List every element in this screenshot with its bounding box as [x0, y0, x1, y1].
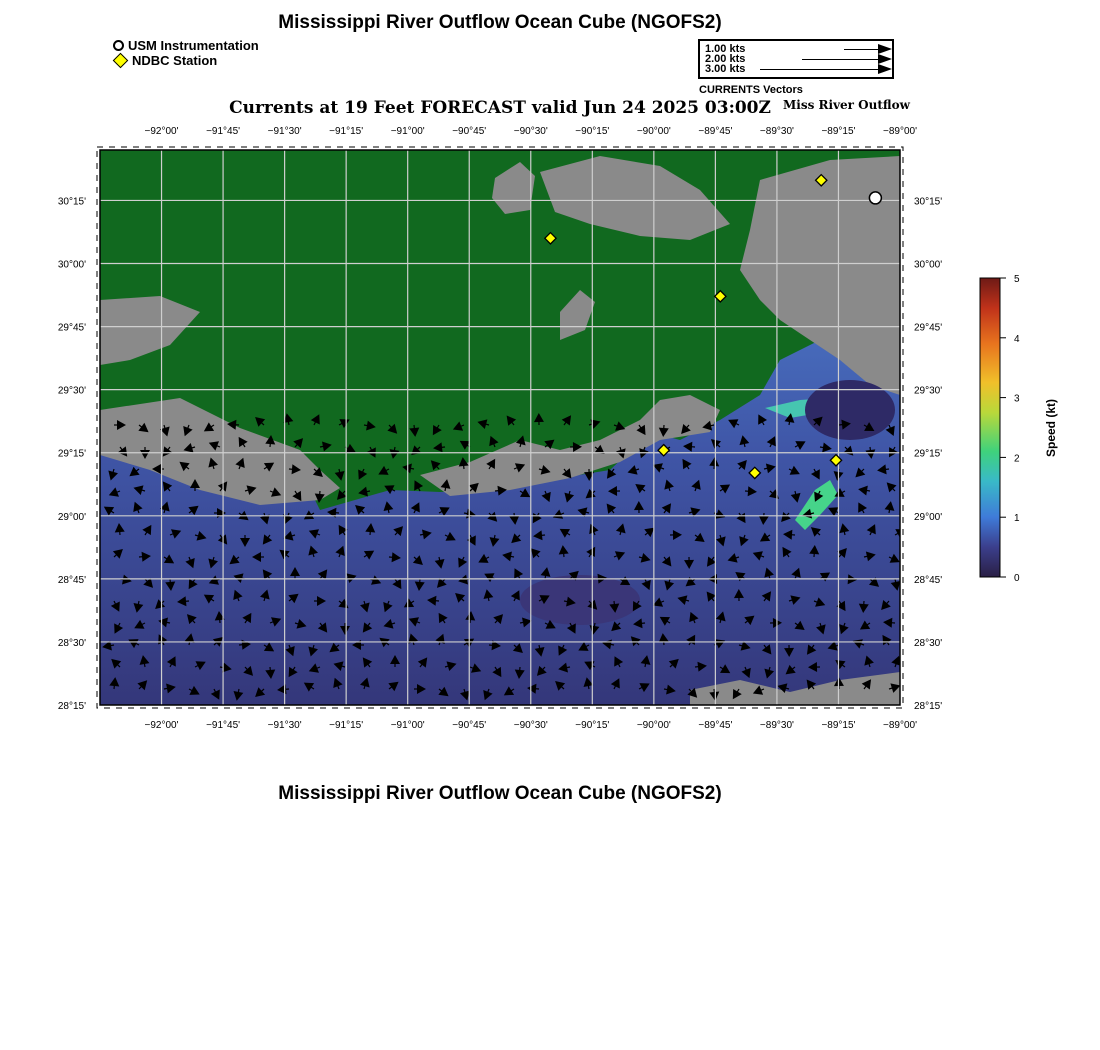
- lat-tick-label: 29°30': [914, 385, 943, 397]
- current-arrow-shaft: [614, 601, 615, 607]
- lat-tick-label: 30°15': [914, 196, 943, 208]
- current-arrow-shaft: [289, 469, 295, 470]
- map-subtitle: Currents at 19 Feet FORECAST valid Jun 24 2025 03:00Z: [229, 98, 771, 118]
- current-arrow-shaft: [519, 667, 520, 673]
- lon-tick-label: −89°45': [698, 720, 733, 731]
- lon-labels-bottom: [145, 720, 918, 731]
- current-arrow-shaft: [419, 579, 420, 585]
- map-subtitle-right: Miss River Outflow: [783, 98, 910, 112]
- current-arrow-shaft: [283, 689, 289, 690]
- current-arrow-shaft: [714, 689, 715, 695]
- current-arrow-shaft: [270, 441, 271, 447]
- colorbar-label: Speed (kt): [1044, 398, 1058, 458]
- lat-tick-label: 28°45': [914, 574, 943, 586]
- current-arrow-shaft: [433, 600, 439, 601]
- lat-tick-label: 28°45': [57, 574, 86, 586]
- usm-station-marker: [869, 192, 881, 204]
- lat-tick-label: 28°15': [57, 701, 86, 712]
- lat-tick-label: 29°15': [57, 448, 86, 460]
- colorbar-tick-label: 4: [1014, 333, 1020, 345]
- current-arrow-shaft: [139, 556, 145, 557]
- current-arrow-shaft: [563, 551, 564, 557]
- lon-labels-top: [145, 126, 918, 137]
- current-arrow-shaft: [870, 447, 871, 453]
- lat-tick-label: 30°00': [914, 259, 943, 271]
- lat-tick-label: 29°45': [914, 322, 943, 334]
- current-arrow-shaft: [695, 666, 701, 667]
- current-arrow-shaft: [495, 490, 501, 491]
- current-arrow-shaft: [114, 683, 115, 689]
- lon-tick-label: −91°00': [390, 126, 425, 137]
- lat-tick-label: 29°45': [57, 322, 86, 334]
- lon-tick-label: −92°00': [144, 720, 179, 731]
- current-arrow-shaft: [119, 529, 120, 535]
- current-arrow-shaft: [389, 557, 395, 558]
- colorbar-tick-label: 5: [1014, 274, 1020, 285]
- legend-usm-label: USM Instrumentation: [128, 38, 259, 53]
- current-arrow-shaft: [219, 617, 220, 623]
- current-arrow-shaft: [489, 645, 495, 646]
- lon-tick-label: −90°45': [452, 720, 487, 731]
- vector-key-row: 2.00 kts: [705, 53, 746, 65]
- lon-tick-label: −91°45': [206, 720, 241, 731]
- colorbar-tick-label: 0: [1014, 573, 1020, 584]
- current-arrow-shaft: [463, 463, 464, 469]
- lon-tick-label: −89°00': [883, 126, 917, 137]
- lat-tick-label: 29°00': [914, 511, 943, 523]
- lat-tick-label: 30°00': [57, 259, 86, 271]
- lon-tick-label: −89°45': [698, 126, 733, 137]
- lon-tick-label: −89°15': [821, 720, 856, 731]
- lon-tick-label: −90°00': [636, 720, 671, 731]
- map-title: Mississippi River Outflow Ocean Cube (NGOFS2): [278, 12, 722, 33]
- current-arrow-shaft: [839, 424, 845, 425]
- current-arrow-shaft: [233, 424, 239, 425]
- lat-tick-label: 28°15': [914, 701, 943, 712]
- lat-labels-right: [914, 196, 942, 712]
- lon-tick-label: −89°00': [883, 720, 917, 731]
- lon-tick-label: −90°30': [513, 126, 548, 137]
- current-arrow-shaft: [183, 601, 189, 602]
- lon-tick-label: −92°00': [144, 126, 179, 137]
- vector-key-row: 3.00 kts: [705, 63, 746, 75]
- vector-key-caption: CURRENTS Vectors: [699, 84, 803, 96]
- current-arrow-shaft: [270, 667, 271, 673]
- colorbar-tick-label: 2: [1014, 453, 1020, 465]
- lon-tick-label: −90°00': [636, 126, 671, 137]
- current-arrow-shaft: [883, 469, 889, 470]
- lon-tick-label: −90°45': [452, 126, 487, 137]
- current-arrow-shaft: [319, 491, 320, 497]
- colorbar-gradient: [980, 278, 1000, 577]
- lat-tick-label: 29°30': [57, 385, 86, 397]
- current-arrow-shaft: [370, 529, 371, 535]
- current-arrow-shaft: [539, 535, 545, 536]
- speed-colorbar: [980, 274, 1058, 584]
- current-arrow-shaft: [639, 623, 645, 624]
- colorbar-ticks: [1000, 274, 1020, 584]
- current-arrow-shaft: [239, 644, 245, 645]
- lon-tick-label: −90°15': [575, 720, 610, 731]
- lat-tick-label: 29°15': [914, 448, 943, 460]
- lat-tick-label: 28°30': [914, 637, 943, 649]
- lon-tick-label: −89°15': [821, 126, 856, 137]
- lon-tick-label: −91°30': [267, 126, 302, 137]
- lon-tick-label: −90°15': [575, 126, 610, 137]
- colorbar-tick-label: 1: [1014, 513, 1020, 525]
- lat-labels-left: [58, 196, 86, 712]
- lat-tick-label: 30°15': [57, 196, 86, 208]
- lat-tick-label: 29°00': [57, 511, 86, 523]
- map-title-bottom: Mississippi River Outflow Ocean Cube (NGOFS2): [278, 783, 722, 804]
- lon-tick-label: −90°30': [513, 720, 548, 731]
- lon-tick-label: −91°15': [329, 720, 364, 731]
- lon-tick-label: −91°15': [329, 126, 364, 137]
- lat-tick-label: 28°30': [57, 637, 86, 649]
- lon-tick-label: −89°30': [759, 126, 794, 137]
- current-arrow-shaft: [414, 425, 415, 431]
- lon-tick-label: −91°30': [267, 720, 302, 731]
- colorbar-tick-label: 3: [1014, 393, 1020, 405]
- current-arrow-shaft: [439, 447, 445, 448]
- lon-tick-label: −89°30': [759, 720, 794, 731]
- lon-tick-label: −91°00': [390, 720, 425, 731]
- lon-tick-label: −91°45': [206, 126, 241, 137]
- eddy-area: [805, 380, 895, 440]
- legend-ndbc-label: NDBC Station: [132, 53, 218, 68]
- vector-key-row: 1.00 kts: [705, 43, 746, 55]
- current-arrow-shaft: [470, 617, 471, 623]
- current-arrow-shaft: [333, 512, 339, 513]
- current-arrow-shaft: [170, 579, 171, 585]
- current-arrow-shaft: [533, 688, 539, 689]
